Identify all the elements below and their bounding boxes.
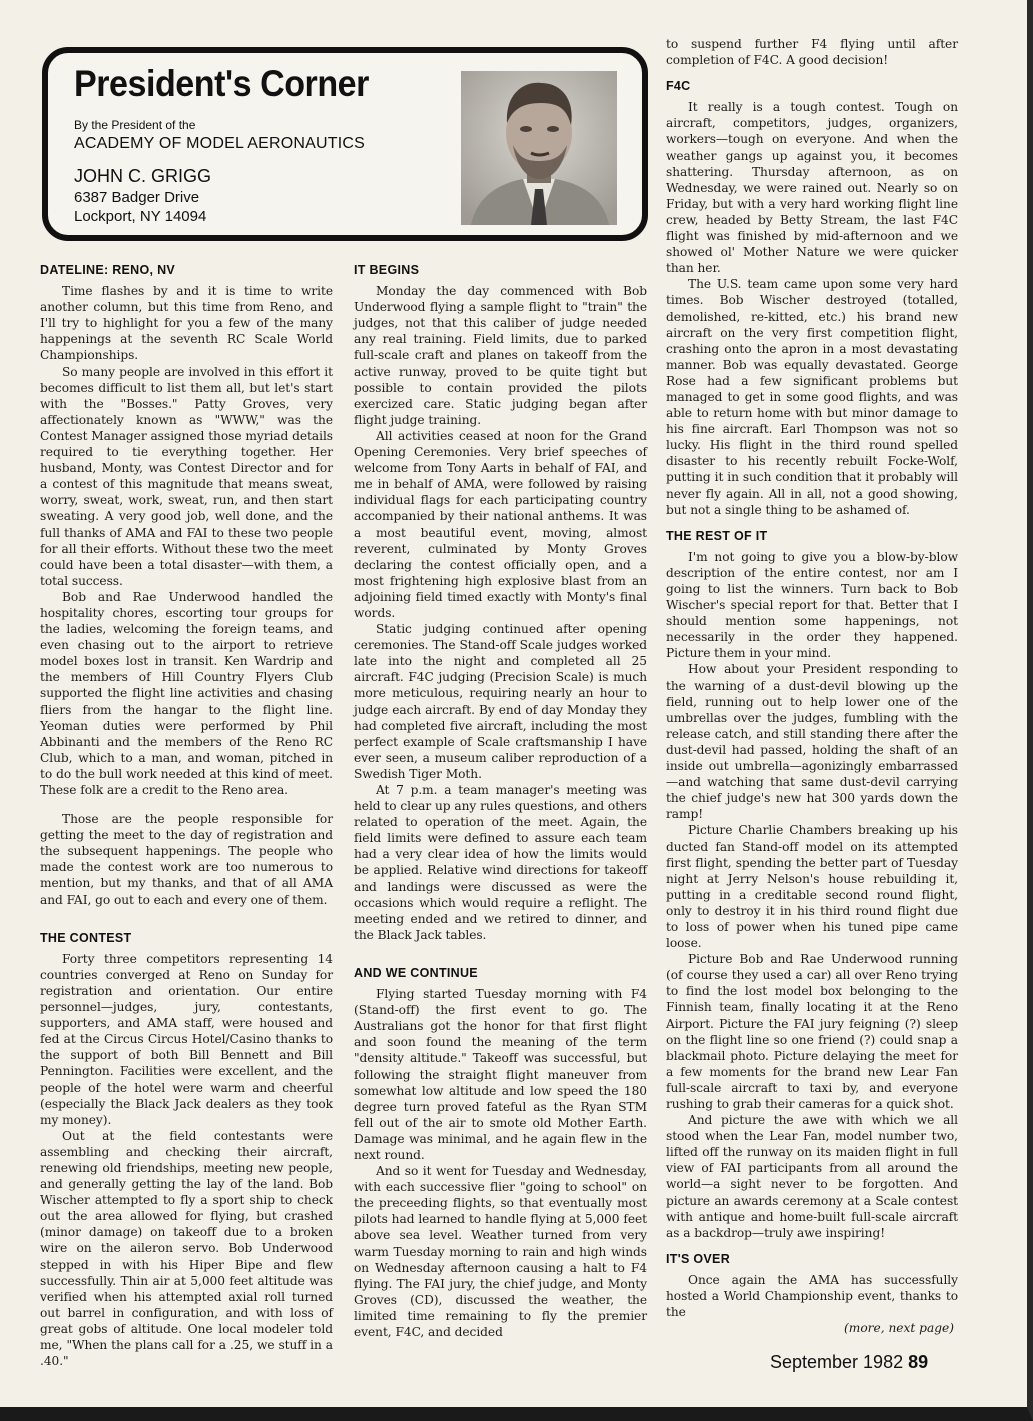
article-column-3 — [666, 36, 958, 1336]
paragraph: And so it went for Tuesday and Wednesday, with each successive flier "going to school" on the preceeding flights, so that eventually most pilots had learned to handle flying at 5,000 feet above sea level. Weather turned from very warm Tuesday morning to rain and high winds on Wednesday afternoon causing a halt to F4 flying. The FAI jury, the chief judge, and Monty Groves (CD), discussed the weather, the limited time remaining to fly the premier event, F4C, and decided — [354, 1164, 647, 1339]
paragraph: Picture Charlie Chambers breaking up his ducted fan Stand-off model on its attempted first flight, spending the better part of Tuesday night at Jerry Nelson's house rebuilding it, putting in a creditable second round flight, only to destroy it in his third round flight due to loss of power when his tuned pipe came loose. — [666, 823, 958, 951]
page-footer — [770, 1352, 928, 1373]
page-number: 89 — [908, 1352, 929, 1372]
paragraph: Once again the AMA has successfully hosted a World Championship event, thanks to the — [666, 1272, 958, 1320]
paragraph: Bob and Rae Underwood handled the hospitality chores, escorting tour groups for the ladies, welcoming the foreign teams, and even chasing out to the airport to retrieve model boxes lost in transit. Ken Wardrip and the members of Hill Country Flyers Club supported the flight line activities and chasing fliers from the hangar to the flight line. Yeoman duties were performed by Phil Abbinanti and the members of the Reno RC Club, which to a man, and woman, pitched in to do the bull work needed at this kind of meet. These folk are a credit to the Reno area. — [40, 589, 333, 797]
organization-name: ACADEMY OF MODEL AERONAUTICS — [74, 135, 365, 152]
section-heading-and-we-continue: AND WE CONTINUE — [354, 965, 478, 980]
paragraph: At 7 p.m. a team manager's meeting was held to clear up any rules questions, and others related to operation of the meet. Again, the field limits were defined to assure each team had a very clear idea of how the limits would be applied. Relative wind directions for takeoff and landings were discussed as were the occasions which would require a reflight. The meeting ended and we retired to dinner, and the Black Jack tables. — [354, 783, 647, 942]
article-column-1 — [40, 262, 333, 1369]
paragraph: Monday the day commenced with Bob Underwood flying a sample flight to "train" the judges, not that this caliber of judge needed any real training. Field limits, due to parked full-scale craft and planes on takeoff from the active runway, proved to be quite tight but possible to contain provided the pilots exercized care. Static judging began after flight judge training. — [354, 284, 647, 427]
paragraph: So many people are involved in this effort it becomes difficult to list them all, but let's start with the "Bosses." Patty Groves, very affectionately known as "WWW," was the Contest Manager assigned those myriad details required to tie everything together. Her husband, Monty, was Contest Director and for a contest of this magnitude that means sweat, worry, sweat, work, sweat, run, and then start sweating. A very good job, well done, and the full thanks of AMA and FAI to these two people for all their efforts. Without these two the meet could have been a total disaster—with them, a total success. — [40, 364, 333, 588]
author-name: JOHN C. GRIGG — [74, 166, 212, 186]
byline: By the President of the — [74, 118, 196, 132]
paragraph: Flying started Tuesday morning with F4 (Stand-off) the first event to go. The Australians got the honor for that first flight and soon found the meaning of the term "density altitude." Takeoff was successful, but following the straight flight maneuver from somewhat low altitude and low speed the 180 degree turn proved fateful as the Ryan STM fell out of the air to smote old Mother Earth. Damage was minimal, and he again flew in the next round. — [354, 987, 647, 1162]
paragraph: Those are the people responsible for getting the meet to the day of registration and the subsequent happenings. The people who made the contest work are too numerous to mention, but my thanks, and that of all AMA and FAI, go out to each and every one of them. — [40, 812, 333, 907]
paragraph: Out at the field contestants were assembling and checking their aircraft, renewing old friendships, meeting new people, and generally getting the lay of the land. Bob Wischer attempted to fly a sport ship to check out the area allowed for flying, but crashed (minor damage) on takeoff due to a broken wire on the aileron servo. Bob Underwood stepped in with his Hiper Bipe and flew successfully. Thin air at 5,000 feet altitude was verified when his attempted axial roll turned out barrel in configuration, and with loss of great gobs of altitude. One local modeler told me, "When the plans call for a .25, we stuff in a .40." — [40, 1128, 333, 1369]
paragraph: Time flashes by and it is time to write another column, but this time from Reno, and I'll try to highlight for you a few of the many happenings at the seventh RC Scale World Championships. — [40, 284, 333, 363]
article-column-2 — [354, 262, 647, 1340]
section-heading-it-begins: IT BEGINS — [354, 263, 420, 277]
paragraph: Forty three competitors representing 14 countries converged at Reno on Sunday for registration and orientation. Our entire personnel—judges, jury, contestants, supporters, and AMA staff, were housed and fed at the Circus Circus Hotel/Casino thanks to the support of both Bill Bennett and Bill Pennington. Facilities were excellent, and the people of the hotel were warm and cheerful (especially the Black Jack dealers as they took my money). — [40, 951, 333, 1127]
address-line-2: Lockport, NY 14094 — [74, 208, 207, 225]
section-heading-the-rest-of-it: THE REST OF IT — [666, 528, 768, 543]
paragraph: It really is a tough contest. Tough on aircraft, competitors, judges, organizers, workers—tough on everyone. And when the weather gangs up against you, it becomes shattering. Thursday afternoon, as on Wednesday, we were rained out. Nearly so on Friday, but with a very hard working flight line crew, headed by Betty Stream, the last F4C flight was finished by mid-afternoon and we showed ol' Mother Nature we were quicker than her. — [666, 100, 958, 276]
issue-date: September 1982 — [770, 1352, 904, 1372]
page-title: President's Corner — [74, 63, 369, 104]
paragraph: Static judging continued after opening ceremonies. The Stand-off Scale judges worked late into the night and completed all 25 aircraft. F4C judging (Precision Scale) is much more meticulous, requiring nearly an hour to judge each aircraft. By end of day Monday they had completed five aircraft, including the most perfect example of Scale craftsmanship I have ever seen, a museum caliber reproduction of a Swedish Tiger Moth. — [354, 622, 647, 781]
paragraph: to suspend further F4 flying until after completion of F4C. A good decision! — [666, 37, 958, 68]
portrait-photo-icon — [461, 71, 617, 225]
address-line-1: 6387 Badger Drive — [74, 189, 200, 206]
paragraph: I'm not going to give you a blow-by-blow description of the entire contest, nor am I going to list the winners. Turn back to Bob Wischer's special report for that. Better that I should mention some happenings, not necessarily in the order they happened. Picture them in your mind. — [666, 549, 958, 661]
paragraph: The U.S. team came upon some very hard times. Bob Wischer destroyed (totalled, demolished, re-kitted, etc.) his brand new aircraft on the very first competition flight, crashing onto the apron in a most devastating manner. Bob was equally devastated. George Rose had a few significant problems but managed to get in some good flights, and was able to return home with but minor damage to his fine aircraft. Earl Thompson was not so lucky. His flight in the third round spelled disaster to his recently rebuilt Focke-Wolf, putting it in such condition that it probably will never fly again. All in all, not a good showing, but not a single thing to be ashamed of. — [666, 277, 958, 517]
continued-note: (more, next page) — [844, 1321, 954, 1336]
president-corner-header — [42, 47, 648, 241]
paragraph: All activities ceased at noon for the Grand Opening Ceremonies. Very brief speeches of welcome from Tony Aarts in behalf of FAI, and me in behalf of AMA, were followed by raising individual flags for each participating country accompanied by their national anthems. It was a most beautiful event, moving, almost reverent, culminated by Monty Groves declaring the contest officially open, and a most frightening high explosive blast from an adjoining field timed exactly with Monty's final words. — [354, 428, 647, 620]
paragraph: And picture the awe with which we all stood when the Lear Fan, model number two, lifted off the runway on its maiden flight in full view of FAI participants from all around the world—a sight never to be forgotten. And picture an awards ceremony at a Scale contest with antique and home-built full-scale aircraft as a backdrop—truly awe inspiring! — [666, 1113, 958, 1240]
section-heading-its-over: IT'S OVER — [666, 1251, 731, 1266]
paragraph: Picture Bob and Rae Underwood running (of course they used a car) all over Reno trying to find the lost model box belonging to the Finnish team, finally locating it at the Reno Airport. Picture the FAI jury feigning (?) sleep on the flight line so one friend (?) could snap a blackmail photo. Picture delaying the meet for a few moments for the brand new Lear Fan full-scale aircraft to taxi by, and everyone rushing to grab their cameras for a quick shot. — [666, 952, 958, 1111]
section-heading-the-contest: THE CONTEST — [40, 930, 132, 945]
section-heading-dateline: DATELINE: RENO, NV — [40, 263, 176, 277]
paragraph: How about your President responding to the warning of a dust-devil blowing up the field, running out to help lower one of the umbrellas over the judges, fumbling with the release catch, and still standing there after the dust-devil had passed, holding the shaft of an inside out umbrella—agonizingly embarrassed—and watching that same dust-devil carrying the chief judge's new hat 300 yards down the ramp! — [666, 662, 958, 822]
section-heading-f4c: F4C — [666, 79, 691, 94]
